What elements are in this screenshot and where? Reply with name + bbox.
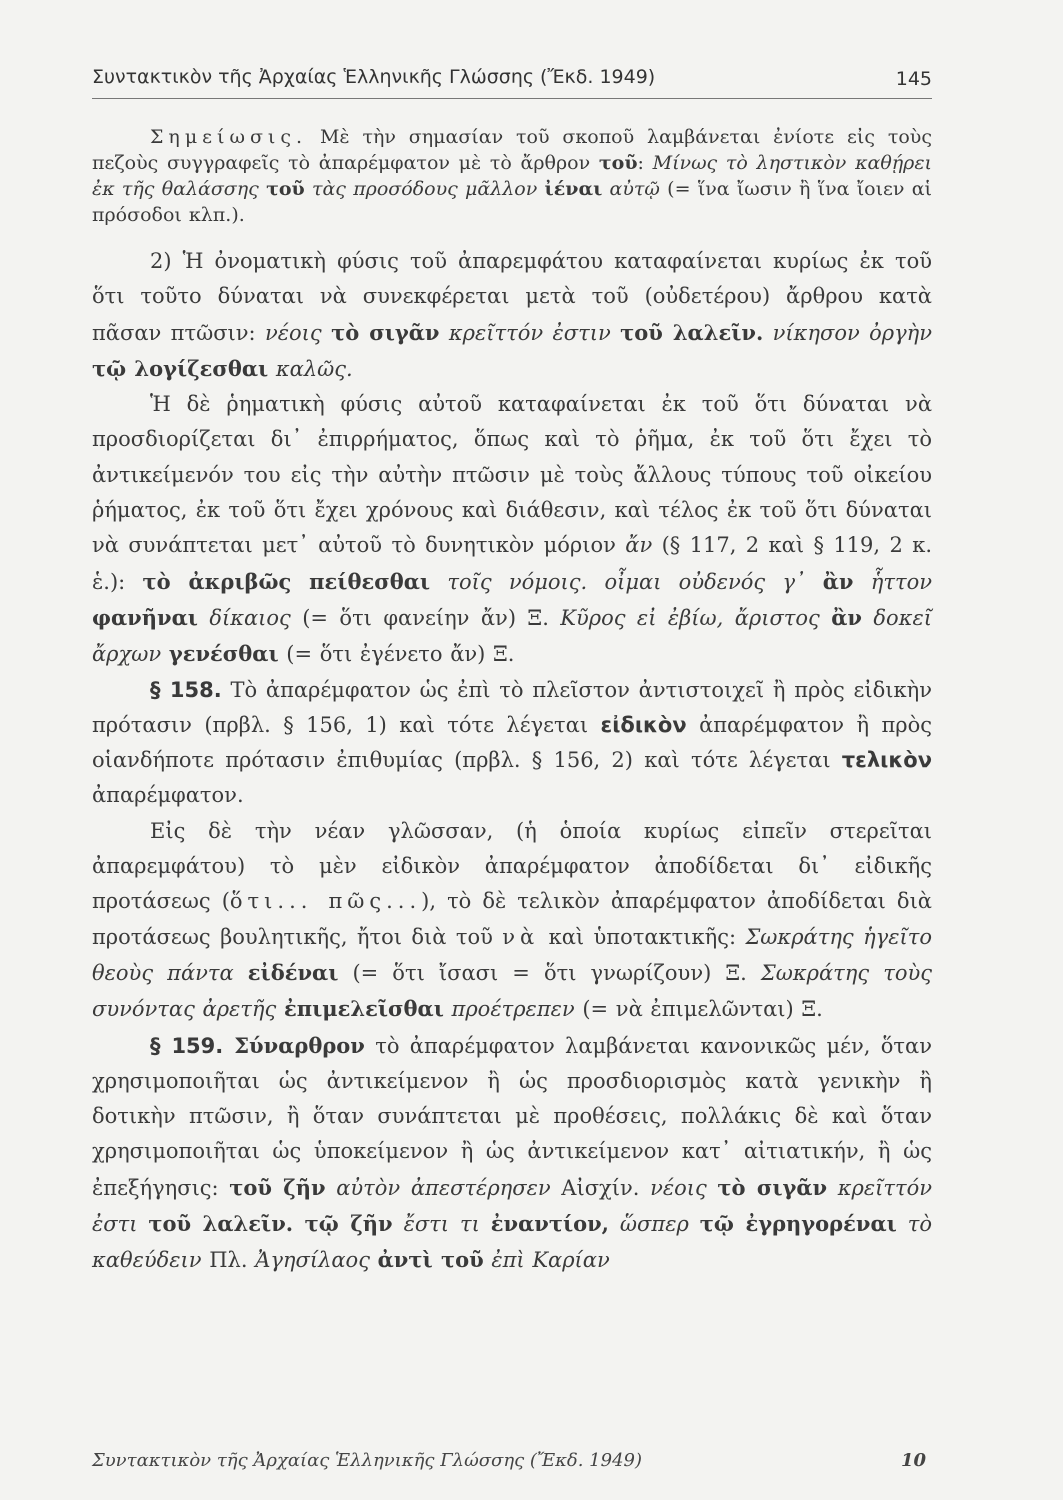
text-run: (= ὅτι φανείην ἄν) Ξ. [290,605,561,630]
running-header [92,66,932,96]
running-title: Συντακτικὸν τῆς Ἀρχαίας Ἑλληνικῆς Γλώσσης (Ἔκδ. 1949) [92,66,656,88]
bold-run: τοῦ λαλεῖν. [620,319,764,345]
text-run: (= ὅτι ἐγένετο ἄν) Ξ. [278,642,515,667]
page-footer [92,1450,932,1480]
italic-run: τοῖς νόμοις. οἶμαι οὐδενός γ᾽ [430,569,823,594]
text-run: τὸ ἀπαρέμφατον λαμβάνεται κανονικῶς μέν, ὅταν χρησιμοποιῆται ὡς ἀντικείμενον ἢ ὡς προσδιορισμὸς κατὰ γενικὴν ἢ δοτικὴν πτῶσιν, ἢ ὅταν συνάπτεται μὲ προθέσεις, πολλάκις δὲ καὶ ὅταν χρησιμοποιῆται ὡς ὑποκείμενον ἢ ὡς ἀντικείμενον κατ᾽ αἰτιατικήν, ἢ ὡς ἐπεξήγησις: [92,1033,933,1200]
text-run: Μὲ τὴν σημασίαν τοῦ σκοποῦ λαμβάνεται ἐνίοτε εἰς τοὺς πεζοὺς συγγραφεῖς τὸ ἀπαρέμφατον μὲ τὸ ἄρθρον [92,126,932,174]
bold-run: τοῦ [266,178,305,200]
italic-run: Σωκράτης τοὺς συνόντας ἀρετῆς [92,960,932,1022]
text-run: Εἰς δὲ τὴν νέαν γλῶσσαν, (ἡ ὁποία κυρίως εἰπεῖν στερεῖται ἀπαρεμφάτου) τὸ μὲν εἰδικὸν ἀπαρέμφατον ἀποδίδεται δι᾽ εἰδικῆς προτάσεως ( [92,818,932,914]
bold-run: τοῦ ζῆν [229,1174,326,1200]
bold-run: τοῦ λαλεῖν. [148,1211,294,1237]
bold-run: τὸ σιγᾶν [331,319,440,345]
text-run: (= νὰ ἐπιμελῶνται) Ξ. [574,997,823,1022]
bold-run: γενέσθαι [168,641,279,667]
bold-run: ἐναντίον, [490,1211,609,1237]
note-label: Σημείωσις. [150,126,308,148]
italic-run: δοκεῖ ἄρχων [92,605,932,667]
text-run: ἀπαρέμφατον ἢ πρὸς οἱανδήποτε πρότασιν ἐπιθυμίας (πρβλ. § 156, 2) καὶ τότε λέγεται [92,712,932,773]
text-run: (= ἵνα ἴωσιν ἢ ἵνα ἴοιεν αἱ πρόσοδοι κλπ.). [92,178,932,226]
bold-run: ἰέναι [544,178,603,200]
bold-run: ἂν [822,568,854,594]
text-run: (§ 117, 2 καὶ § 119, 2 κ. ἑ.): [92,533,932,594]
bold-run: ἂν [831,604,862,630]
paragraph-verbal-nature [92,387,932,672]
italic-run: Μίνως τὸ ληστικὸν καθῄρει ἐκ τῆς θαλάσσης [92,152,932,200]
bold-run: φανῆναι [92,604,198,630]
section-number: § 159. [150,1033,224,1058]
bold-run: ἀντὶ τοῦ [377,1247,484,1273]
text-run: (= ὅτι ἴσασι = ὅτι γνωρίζουν) Ξ. [338,960,761,985]
italic-run: νέοις [650,1175,718,1200]
italic-run: τὰς προσόδους μᾶλλον [304,178,545,200]
bold-term: τελικὸν [841,748,932,773]
note-paragraph [92,124,932,228]
bold-term: εἰδικὸν [600,712,687,737]
text-run: ), τὸ δὲ τελικὸν ἀπαρέμφατον ἀποδίδεται διὰ προτάσεως βουλητικῆς, ἤτοι διὰ τοῦ [92,889,932,949]
bold-run: εἰδέναι [247,959,339,985]
italic-run: αὐτὸν ἀπεστέρησεν [325,1175,551,1200]
text-run: Πλ. [201,1248,256,1273]
section-number: § 158. [150,677,222,702]
italic-run: νέοις [265,320,332,345]
text-run: Τὸ ἀπαρέμφατον ὡς ἐπὶ τὸ πλεῖστον ἀντιστοιχεῖ ἢ πρὸς εἰδικὴν πρότασιν (πρβλ. § 156, 1) καὶ τότε λέγεται [92,677,933,737]
section-159 [92,1028,932,1279]
bold-run: τὸ ἀκριβῶς πείθεσθαι [142,568,431,594]
italic-run: ἄν [625,533,653,558]
bold-run: ἐπιμελεῖσθαι [283,996,444,1022]
italic-run: καλῶς. [268,356,353,381]
italic-run: κρεῖττόν ἐστι [92,1175,932,1237]
italic-run: αὐτῷ [602,178,660,200]
italic-run: ὥσπερ [609,1212,700,1237]
italic-run: ἧττον [853,569,932,594]
header-rule [92,98,932,99]
italic-run: Ἀγησίλαος [255,1248,378,1273]
footer-title: Συντακτικὸν τῆς Ἀρχαίας Ἑλληνικῆς Γλώσσης (Ἔκδ. 1949) [92,1450,643,1471]
italic-run: νίκησον ὀργὴν [763,320,933,345]
paragraph-modern-greek [92,814,932,1028]
paragraph-nominal-nature [92,244,932,387]
italic-run: Σωκράτης ἡγεῖτο θεοὺς πάντα [92,924,932,985]
bold-run: τῷ ἐγρηγορέναι [699,1211,897,1237]
italic-run: δίκαιος [197,605,291,630]
spaced-run: ὅτι... πῶς... [229,889,422,914]
italic-run: ἔστι τι [392,1212,491,1237]
bold-run: τῷ ζῆν [293,1211,393,1237]
italic-run: τὸ καθεύδειν [92,1212,933,1273]
text-run: Αἰσχίν. [550,1175,651,1200]
text-run: 2) Ἡ ὀνοματικὴ φύσις τοῦ ἀπαρεμφάτου καταφαίνεται κυρίως ἐκ τοῦ ὅτι τοῦτο δύναται νὰ συνεκφέρεται μετὰ τοῦ (οὐδετέρου) ἄρθρου κατὰ πᾶσαν πτῶσιν: [92,249,932,345]
page-body [92,124,932,1279]
italic-run: ἐπὶ Καρίαν [483,1248,610,1273]
bold-run: τῷ λογίζεσθαι [92,355,269,381]
section-158 [92,673,932,814]
bold-run: τὸ σιγᾶν [717,1174,828,1200]
page-number: 145 [895,68,932,90]
italic-run: κρεῖττόν ἐστιν [439,320,621,345]
spaced-run: νὰ [502,924,540,949]
text-run: : [637,152,653,174]
text-run: καὶ ὑποτακτικῆς: [539,924,746,949]
bold-run: τοῦ [598,152,638,174]
text-run: Ἡ δὲ ῥηματικὴ φύσις αὐτοῦ καταφαίνεται ἐκ τοῦ ὅτι δύναται νὰ προσδιορίζεται δι᾽ ἐπιρρήματος, ὅπως καὶ τὸ ῥῆμα, ἐκ τοῦ ὅτι ἔχει τὸ ἀντικείμενόν του εἰς τὴν αὐτὴν πτῶσιν μὲ τοὺς ἄλλους τύπους τοῦ οἰκείου ῥήματος, ἐκ τοῦ ὅτι ἔχει χρόνους καὶ διάθεσιν, καὶ τέλος ἐκ τοῦ ὅτι δύναται νὰ συνάπτεται μετ᾽ αὐτοῦ τὸ δυνητικὸν μόριον [92,392,932,558]
bold-term: Σύναρθρον [223,1032,365,1058]
italic-run: Κῦρος εἰ ἐβίω, ἄριστος [560,605,832,630]
italic-run: προέτρεπεν [443,997,575,1022]
signature-mark: 10 [900,1450,926,1471]
text-run: ἀπαρέμφατον. [92,783,244,808]
